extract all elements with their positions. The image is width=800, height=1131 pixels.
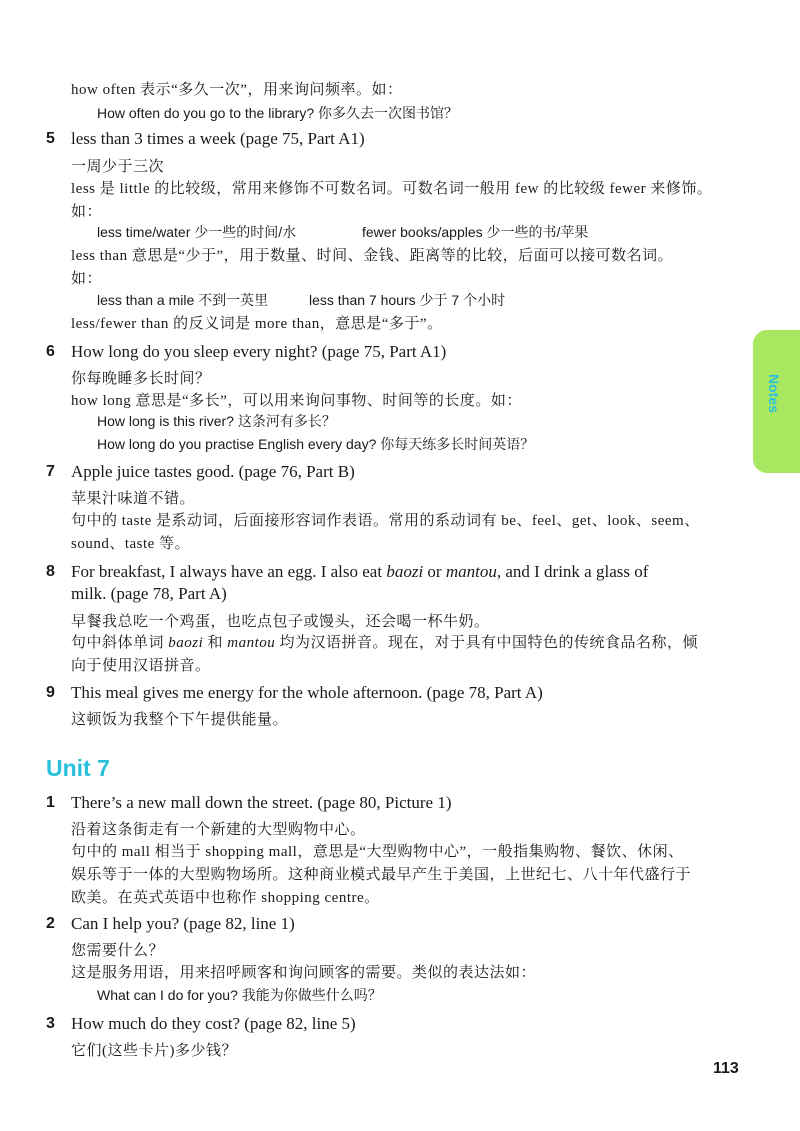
note-heading-continued: milk. (page 78, Part A) xyxy=(71,584,227,603)
note-number: 8 xyxy=(46,563,55,580)
note-heading: This meal gives me energy for the whole afternoon. (page 78, Part A) xyxy=(71,683,543,702)
example-sentence: How long do you practise English every day? 你每天练多长时间英语？ xyxy=(97,436,535,452)
example-sentence: How long is this river? 这条河有多长？ xyxy=(97,413,336,429)
note-heading: There’s a new mall down the street. (page 80, Picture 1) xyxy=(71,793,452,812)
pinyin-term: baozi xyxy=(386,562,424,581)
page-number: 113 xyxy=(713,1060,739,1077)
pinyin-term: mantou xyxy=(445,562,497,581)
note-number: 6 xyxy=(46,343,55,360)
note-text: 娱乐等于一体的大型购物场所。这种商业模式最早产生于美国，上世纪七、八十年代盛行于 xyxy=(71,867,692,883)
note-text: less 是 little 的比较级，常用来修饰不可数名词。可数名词一般用 few 的比较级 fewer 来修饰。 xyxy=(71,181,713,197)
note-heading: Can I help you? (page 82, line 1) xyxy=(71,914,295,933)
note-translation: 您需要什么？ xyxy=(71,943,165,959)
note-translation: 一周少于三次 xyxy=(71,159,165,175)
note-text: how often 表示“多久一次”，用来询问频率。如： xyxy=(71,82,403,98)
note-text: how long 意思是“多长”，可以用来询问事物、时间等的长度。如： xyxy=(71,393,522,409)
note-text: 欧美。在英式英语中也称作 shopping centre。 xyxy=(71,890,380,906)
text-part: 均为汉语拼音。现在，对于具有中国特色的传统食品名称，倾 xyxy=(275,635,699,651)
note-text: 如： xyxy=(71,204,103,220)
heading-text: For breakfast, I always have an egg. I also eat xyxy=(71,562,387,581)
note-text: sound、taste 等。 xyxy=(71,536,191,552)
text-part: 句中斜体单词 xyxy=(71,635,169,651)
note-text: less than 意思是“少于”，用于数量、时间、金钱、距离等的比较，后面可以接可数名词。 xyxy=(71,248,674,264)
example-phrase: fewer books/apples 少一些的书/苹果 xyxy=(362,224,589,240)
pinyin-term: baozi xyxy=(168,635,204,651)
note-heading: How much do they cost? (page 82, line 5) xyxy=(71,1014,356,1033)
note-number: 9 xyxy=(46,684,55,701)
example-phrase: less than a mile 不到一英里 xyxy=(97,292,269,308)
text-part: 和 xyxy=(203,635,228,651)
note-translation: 苹果汁味道不错。 xyxy=(71,491,196,507)
note-text xyxy=(71,631,698,652)
note-translation: 沿着这条街走有一个新建的大型购物中心。 xyxy=(71,822,366,838)
example-sentence: What can I do for you? 我能为你做些什么吗？ xyxy=(97,987,382,1003)
note-number: 3 xyxy=(46,1015,55,1032)
note-translation: 这顿饭为我整个下午提供能量。 xyxy=(71,712,289,728)
note-heading: less than 3 times a week (page 75, Part A1) xyxy=(71,129,365,148)
pinyin-term: mantou xyxy=(227,635,276,651)
note-heading xyxy=(71,562,648,582)
note-text: 向于使用汉语拼音。 xyxy=(71,658,211,674)
note-text: less/fewer than 的反义词是 more than，意思是“多于”。 xyxy=(71,316,443,332)
note-number: 5 xyxy=(46,130,55,147)
heading-text: or xyxy=(423,562,446,581)
note-text: 句中的 mall 相当于 shopping mall，意思是“大型购物中心”，一般指集购物、餐饮、休闲、 xyxy=(71,844,684,860)
note-text: 句中的 taste 是系动词，后面接形容词作表语。常用的系动词有 be、feel、get、look、seem、 xyxy=(71,513,700,529)
note-number: 7 xyxy=(46,463,55,480)
note-number: 1 xyxy=(46,794,55,811)
note-number: 2 xyxy=(46,915,55,932)
example-phrase: less time/water 少一些的时间/水 xyxy=(97,224,297,240)
heading-text: , and I drink a glass of xyxy=(496,562,649,581)
note-translation: 它们(这些卡片)多少钱？ xyxy=(71,1043,237,1059)
note-translation: 早餐我总吃一个鸡蛋，也吃点包子或馒头，还会喝一杯牛奶。 xyxy=(71,614,490,630)
example-phrase: less than 7 hours 少于 7 个小时 xyxy=(309,292,506,308)
note-translation: 你每晚睡多长时间？ xyxy=(71,371,211,387)
unit-heading: Unit 7 xyxy=(46,755,110,781)
note-heading: Apple juice tastes good. (page 76, Part B) xyxy=(71,462,355,481)
notes-tab-label: Notes xyxy=(766,374,782,413)
note-text: 如： xyxy=(71,271,103,287)
note-heading: How long do you sleep every night? (page 75, Part A1) xyxy=(71,342,447,361)
example-sentence: How often do you go to the library? 你多久去一次图书馆？ xyxy=(97,105,459,121)
note-text: 这是服务用语，用来招呼顾客和询问顾客的需要。类似的表达法如： xyxy=(71,965,537,981)
